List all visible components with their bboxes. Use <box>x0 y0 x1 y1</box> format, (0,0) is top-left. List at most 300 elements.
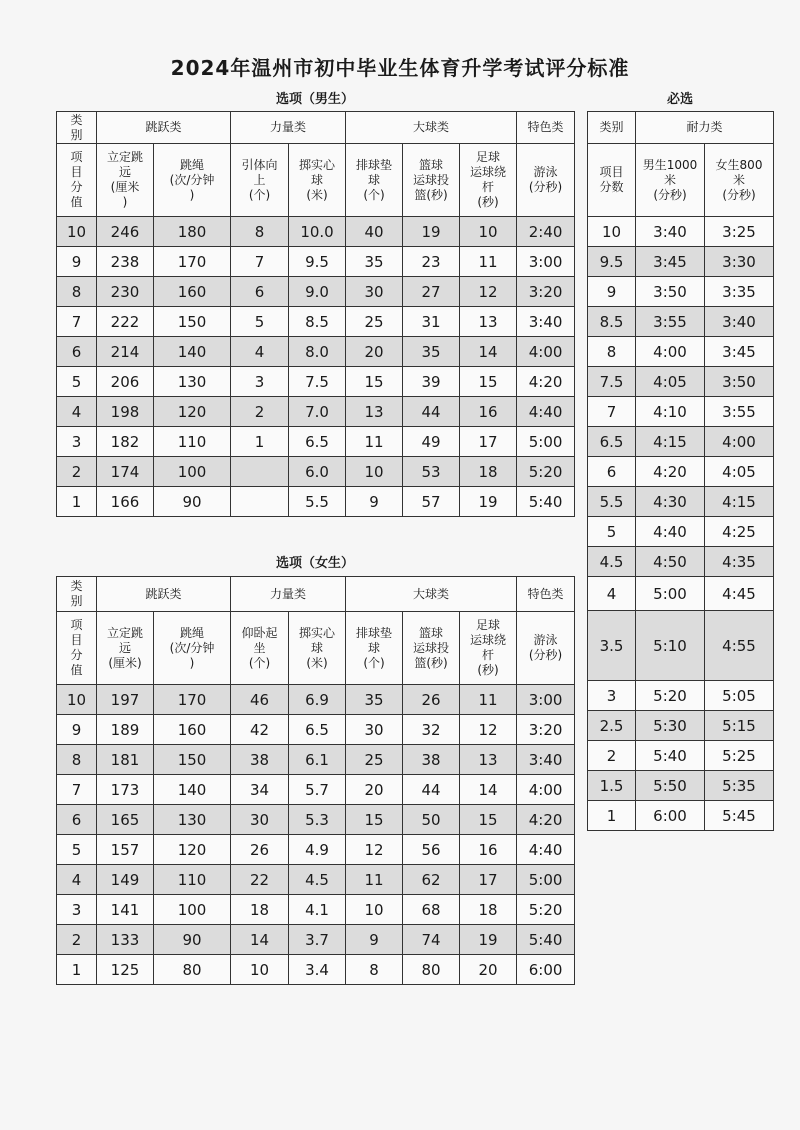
page-title: 2024年温州市初中毕业生体育升学考试评分标准 <box>170 56 630 80</box>
table-cell: 38 <box>231 745 289 775</box>
table-cell: 11 <box>460 247 517 277</box>
table-cell: 5:20 <box>517 457 575 487</box>
table-row <box>588 217 774 247</box>
table-cell: 49 <box>403 427 460 457</box>
table-cell: 4 <box>588 577 636 611</box>
table-cell: 5:15 <box>705 711 774 741</box>
table-cell: 4:35 <box>705 547 774 577</box>
table-row <box>57 427 575 457</box>
table-cell: 1.5 <box>588 771 636 801</box>
table-cell: 80 <box>154 955 231 985</box>
table-cell: 1 <box>231 427 289 457</box>
table-row <box>57 457 575 487</box>
table-cell: 157 <box>97 835 154 865</box>
male-score-table <box>56 111 575 517</box>
table-cell: 120 <box>154 835 231 865</box>
table-row <box>57 337 575 367</box>
column-header: 立定跳 远 (厘米 ) <box>97 144 154 217</box>
table-cell: 5:05 <box>705 681 774 711</box>
table-cell: 3:25 <box>705 217 774 247</box>
table-row <box>588 711 774 741</box>
table-cell: 6 <box>57 337 97 367</box>
table-row <box>57 277 575 307</box>
table-cell: 3:55 <box>636 307 705 337</box>
table-cell: 197 <box>97 685 154 715</box>
group-header-endurance: 耐力类 <box>636 112 774 144</box>
table-cell: 3.4 <box>289 955 346 985</box>
table-cell: 30 <box>346 715 403 745</box>
table-cell: 10 <box>346 457 403 487</box>
table-cell: 18 <box>460 457 517 487</box>
table-cell: 17 <box>460 865 517 895</box>
table-cell: 20 <box>346 337 403 367</box>
table-row <box>588 247 774 277</box>
table-cell: 6 <box>231 277 289 307</box>
table-row <box>588 337 774 367</box>
table-row <box>588 681 774 711</box>
table-cell: 5.3 <box>289 805 346 835</box>
table-cell: 16 <box>460 835 517 865</box>
table-cell: 160 <box>154 277 231 307</box>
table-cell: 26 <box>403 685 460 715</box>
table-cell: 3:40 <box>517 307 575 337</box>
column-header: 男生1000 米 (分秒) <box>636 144 705 217</box>
table-cell: 4:40 <box>636 517 705 547</box>
table-cell: 3:00 <box>517 685 575 715</box>
table-cell: 4:40 <box>517 835 575 865</box>
table-cell: 10.0 <box>289 217 346 247</box>
table-cell: 173 <box>97 775 154 805</box>
table-cell: 4:15 <box>636 427 705 457</box>
table-cell: 46 <box>231 685 289 715</box>
table-cell: 30 <box>231 805 289 835</box>
table-cell: 31 <box>403 307 460 337</box>
table-cell: 3:20 <box>517 715 575 745</box>
table-cell: 2:40 <box>517 217 575 247</box>
column-header: 足球 运球绕 杆 (秒) <box>460 144 517 217</box>
table-cell: 3:00 <box>517 247 575 277</box>
table-cell: 2 <box>588 741 636 771</box>
group-header-jump: 跳跃类 <box>97 112 231 144</box>
table-cell: 3.5 <box>588 611 636 681</box>
column-header: 游泳 (分秒) <box>517 612 575 685</box>
table-cell: 6.5 <box>289 715 346 745</box>
table-cell: 15 <box>460 367 517 397</box>
table-cell: 9 <box>57 247 97 277</box>
table-cell: 6.5 <box>588 427 636 457</box>
table-cell: 5:00 <box>517 427 575 457</box>
table-cell: 26 <box>231 835 289 865</box>
table-cell: 8 <box>231 217 289 247</box>
table-cell: 4.1 <box>289 895 346 925</box>
table-cell: 12 <box>346 835 403 865</box>
table-cell: 35 <box>403 337 460 367</box>
table-cell: 22 <box>231 865 289 895</box>
table-cell: 4 <box>57 865 97 895</box>
table-row <box>57 835 575 865</box>
table-cell: 5:30 <box>636 711 705 741</box>
table-row <box>57 715 575 745</box>
table-row <box>588 611 774 681</box>
table-cell: 30 <box>346 277 403 307</box>
table-cell: 50 <box>403 805 460 835</box>
table-row <box>57 955 575 985</box>
table-cell: 174 <box>97 457 154 487</box>
table-cell: 6:00 <box>636 801 705 831</box>
table-cell: 141 <box>97 895 154 925</box>
group-header-special: 特色类 <box>517 112 575 144</box>
table-row <box>588 457 774 487</box>
table-cell: 230 <box>97 277 154 307</box>
table-cell: 5:00 <box>517 865 575 895</box>
table-cell: 160 <box>154 715 231 745</box>
table-cell: 12 <box>460 715 517 745</box>
table-cell: 133 <box>97 925 154 955</box>
table-cell: 20 <box>460 955 517 985</box>
table-cell: 12 <box>460 277 517 307</box>
table-cell: 4:00 <box>517 775 575 805</box>
table-cell: 3:40 <box>705 307 774 337</box>
table-cell: 6.5 <box>289 427 346 457</box>
table-row <box>588 771 774 801</box>
table-cell: 44 <box>403 775 460 805</box>
table-cell: 5:25 <box>705 741 774 771</box>
table-cell: 4:50 <box>636 547 705 577</box>
male-table-body <box>57 217 575 517</box>
table-cell: 4.5 <box>588 547 636 577</box>
table-cell: 3:40 <box>517 745 575 775</box>
table-cell: 170 <box>154 247 231 277</box>
table-cell: 3:55 <box>705 397 774 427</box>
table-cell: 10 <box>57 685 97 715</box>
table-cell: 74 <box>403 925 460 955</box>
table-cell: 110 <box>154 865 231 895</box>
table-cell: 6.1 <box>289 745 346 775</box>
table-row <box>588 397 774 427</box>
group-header-jump: 跳跃类 <box>97 577 231 612</box>
table-cell: 7.0 <box>289 397 346 427</box>
group-header-ball: 大球类 <box>346 577 517 612</box>
group-header-special: 特色类 <box>517 577 575 612</box>
table-cell: 6:00 <box>517 955 575 985</box>
column-header: 跳绳 (次/分钟 ) <box>154 144 231 217</box>
table-cell: 5 <box>57 835 97 865</box>
table-cell: 100 <box>154 895 231 925</box>
table-cell: 4:00 <box>636 337 705 367</box>
table-cell: 18 <box>231 895 289 925</box>
table-cell: 198 <box>97 397 154 427</box>
table-cell: 5:20 <box>517 895 575 925</box>
table-cell: 9 <box>346 925 403 955</box>
column-header: 跳绳 (次/分钟 ) <box>154 612 231 685</box>
table-row <box>588 487 774 517</box>
column-header: 篮球 运球投 篮(秒) <box>403 612 460 685</box>
table-cell: 5 <box>588 517 636 547</box>
male-table-caption: 选项（男生） <box>275 92 354 107</box>
table-cell: 25 <box>346 745 403 775</box>
table-cell: 23 <box>403 247 460 277</box>
female-table-caption: 选项（女生） <box>275 556 354 571</box>
required-table-caption: 必选 <box>666 92 693 107</box>
table-cell: 4:05 <box>636 367 705 397</box>
table-cell: 68 <box>403 895 460 925</box>
table-cell: 150 <box>154 745 231 775</box>
table-row <box>57 247 575 277</box>
table-cell: 2 <box>57 925 97 955</box>
required-table-body <box>588 217 774 831</box>
table-row <box>588 741 774 771</box>
table-row <box>588 547 774 577</box>
table-cell: 181 <box>97 745 154 775</box>
table-row <box>57 217 575 247</box>
table-cell: 11 <box>346 865 403 895</box>
table-row <box>57 685 575 715</box>
table-cell: 206 <box>97 367 154 397</box>
table-cell: 10 <box>588 217 636 247</box>
group-header-strength: 力量类 <box>231 577 346 612</box>
table-cell: 13 <box>460 745 517 775</box>
table-cell: 3:50 <box>705 367 774 397</box>
table-cell: 4.9 <box>289 835 346 865</box>
table-cell: 140 <box>154 337 231 367</box>
table-cell: 27 <box>403 277 460 307</box>
table-cell: 34 <box>231 775 289 805</box>
table-cell: 5.7 <box>289 775 346 805</box>
table-cell: 6 <box>57 805 97 835</box>
table-cell: 5 <box>57 367 97 397</box>
table-cell: 170 <box>154 685 231 715</box>
table-cell: 5:40 <box>636 741 705 771</box>
column-header: 女生800 米 (分秒) <box>705 144 774 217</box>
table-cell: 9.0 <box>289 277 346 307</box>
table-cell: 53 <box>403 457 460 487</box>
table-cell: 166 <box>97 487 154 517</box>
table-cell: 15 <box>346 805 403 835</box>
group-header-strength: 力量类 <box>231 112 346 144</box>
table-cell: 17 <box>460 427 517 457</box>
table-cell: 10 <box>346 895 403 925</box>
table-cell: 120 <box>154 397 231 427</box>
table-cell: 4:20 <box>517 367 575 397</box>
table-cell: 7 <box>231 247 289 277</box>
table-row <box>588 367 774 397</box>
table-cell: 16 <box>460 397 517 427</box>
column-header: 仰卧起 坐 (个) <box>231 612 289 685</box>
table-cell: 110 <box>154 427 231 457</box>
table-cell: 2 <box>57 457 97 487</box>
table-cell: 5:40 <box>517 487 575 517</box>
table-row <box>57 745 575 775</box>
table-cell: 15 <box>460 805 517 835</box>
table-cell: 9 <box>346 487 403 517</box>
table-cell: 4 <box>57 397 97 427</box>
table-cell: 3:50 <box>636 277 705 307</box>
table-cell: 39 <box>403 367 460 397</box>
table-cell: 9 <box>57 715 97 745</box>
table-cell: 4:55 <box>705 611 774 681</box>
table-cell: 42 <box>231 715 289 745</box>
table-cell: 14 <box>231 925 289 955</box>
table-cell: 5 <box>231 307 289 337</box>
table-cell: 222 <box>97 307 154 337</box>
table-cell: 32 <box>403 715 460 745</box>
table-cell: 90 <box>154 487 231 517</box>
table-cell: 5:00 <box>636 577 705 611</box>
table-cell: 38 <box>403 745 460 775</box>
table-cell: 13 <box>346 397 403 427</box>
female-table-body <box>57 685 575 985</box>
table-cell: 1 <box>57 487 97 517</box>
table-cell: 125 <box>97 955 154 985</box>
table-row <box>588 277 774 307</box>
table-cell: 3 <box>57 895 97 925</box>
table-cell: 165 <box>97 805 154 835</box>
table-cell: 15 <box>346 367 403 397</box>
table-cell: 8.0 <box>289 337 346 367</box>
category-header: 类 别 <box>57 577 97 612</box>
table-cell: 4 <box>231 337 289 367</box>
table-cell: 6.9 <box>289 685 346 715</box>
table-cell: 182 <box>97 427 154 457</box>
table-cell: 7.5 <box>289 367 346 397</box>
table-cell: 4:05 <box>705 457 774 487</box>
table-cell: 5:50 <box>636 771 705 801</box>
table-cell: 3 <box>231 367 289 397</box>
table-cell <box>231 457 289 487</box>
table-row <box>57 895 575 925</box>
table-cell: 13 <box>460 307 517 337</box>
table-cell: 1 <box>57 955 97 985</box>
table-cell: 3:45 <box>636 247 705 277</box>
table-cell: 7 <box>588 397 636 427</box>
column-header: 排球垫 球 (个) <box>346 612 403 685</box>
table-cell <box>231 487 289 517</box>
table-cell: 80 <box>403 955 460 985</box>
table-cell: 5.5 <box>289 487 346 517</box>
table-row <box>57 805 575 835</box>
table-cell: 214 <box>97 337 154 367</box>
table-cell: 238 <box>97 247 154 277</box>
column-header: 项目 分数 <box>588 144 636 217</box>
table-cell: 4:00 <box>705 427 774 457</box>
table-row <box>57 397 575 427</box>
table-cell: 130 <box>154 805 231 835</box>
table-cell: 14 <box>460 775 517 805</box>
table-cell: 5:45 <box>705 801 774 831</box>
table-cell: 7.5 <box>588 367 636 397</box>
table-cell: 4:20 <box>636 457 705 487</box>
table-cell: 8.5 <box>588 307 636 337</box>
table-cell: 11 <box>460 685 517 715</box>
table-cell: 1 <box>588 801 636 831</box>
table-cell: 100 <box>154 457 231 487</box>
table-cell: 19 <box>460 487 517 517</box>
table-row <box>588 307 774 337</box>
table-row <box>57 775 575 805</box>
column-header: 项 目 分 值 <box>57 144 97 217</box>
table-cell: 5:40 <box>517 925 575 955</box>
table-row <box>57 925 575 955</box>
required-score-table <box>587 111 774 831</box>
table-cell: 56 <box>403 835 460 865</box>
table-cell: 40 <box>346 217 403 247</box>
column-header: 引体向 上 (个) <box>231 144 289 217</box>
table-cell: 8 <box>588 337 636 367</box>
table-cell: 18 <box>460 895 517 925</box>
table-cell: 3:40 <box>636 217 705 247</box>
table-cell: 4:10 <box>636 397 705 427</box>
table-cell: 9.5 <box>588 247 636 277</box>
table-cell: 20 <box>346 775 403 805</box>
table-cell: 8 <box>57 745 97 775</box>
table-cell: 3:30 <box>705 247 774 277</box>
table-row <box>588 577 774 611</box>
table-cell: 2.5 <box>588 711 636 741</box>
table-cell: 44 <box>403 397 460 427</box>
table-cell: 7 <box>57 775 97 805</box>
table-cell: 14 <box>460 337 517 367</box>
table-cell: 9.5 <box>289 247 346 277</box>
table-cell: 35 <box>346 685 403 715</box>
table-cell: 10 <box>231 955 289 985</box>
table-cell: 5:20 <box>636 681 705 711</box>
table-cell: 150 <box>154 307 231 337</box>
column-header: 立定跳 远 (厘米) <box>97 612 154 685</box>
table-cell: 3 <box>588 681 636 711</box>
table-cell: 189 <box>97 715 154 745</box>
table-cell: 3.7 <box>289 925 346 955</box>
table-cell: 8 <box>57 277 97 307</box>
table-row <box>57 367 575 397</box>
table-cell: 6.0 <box>289 457 346 487</box>
table-row <box>57 865 575 895</box>
table-cell: 11 <box>346 427 403 457</box>
table-cell: 8.5 <box>289 307 346 337</box>
table-cell: 5:10 <box>636 611 705 681</box>
table-cell: 4:15 <box>705 487 774 517</box>
table-cell: 3 <box>57 427 97 457</box>
table-cell: 5:35 <box>705 771 774 801</box>
table-cell: 180 <box>154 217 231 247</box>
table-cell: 4:25 <box>705 517 774 547</box>
table-row <box>588 801 774 831</box>
table-cell: 8 <box>346 955 403 985</box>
column-header: 掷实心 球 (米) <box>289 144 346 217</box>
table-cell: 130 <box>154 367 231 397</box>
table-cell: 4:20 <box>517 805 575 835</box>
table-cell: 90 <box>154 925 231 955</box>
table-cell: 62 <box>403 865 460 895</box>
table-cell: 3:45 <box>705 337 774 367</box>
table-cell: 7 <box>57 307 97 337</box>
table-cell: 2 <box>231 397 289 427</box>
table-cell: 9 <box>588 277 636 307</box>
column-header: 项 目 分 值 <box>57 612 97 685</box>
table-cell: 3:35 <box>705 277 774 307</box>
table-cell: 10 <box>57 217 97 247</box>
table-cell: 4:45 <box>705 577 774 611</box>
table-cell: 246 <box>97 217 154 247</box>
female-score-table <box>56 576 575 985</box>
table-cell: 4:00 <box>517 337 575 367</box>
column-header: 掷实心 球 (米) <box>289 612 346 685</box>
table-row <box>588 427 774 457</box>
table-cell: 140 <box>154 775 231 805</box>
table-cell: 149 <box>97 865 154 895</box>
table-cell: 35 <box>346 247 403 277</box>
category-header: 类 别 <box>57 112 97 144</box>
group-header-ball: 大球类 <box>346 112 517 144</box>
